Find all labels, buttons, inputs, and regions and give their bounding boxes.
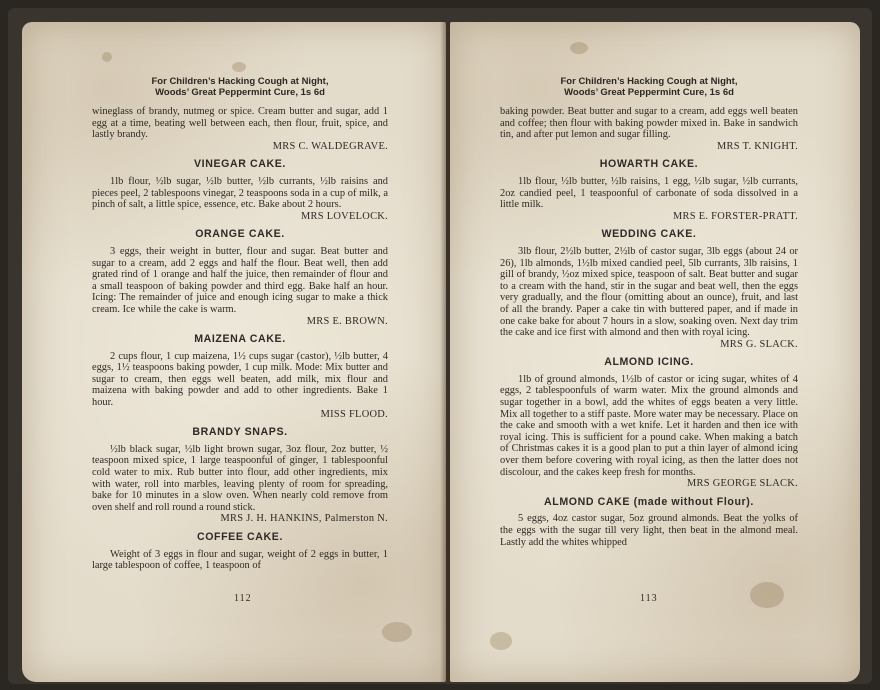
recipe-signature: MISS FLOOD. (320, 408, 388, 420)
left-header (92, 76, 388, 98)
right-content (500, 76, 798, 548)
recipe-title-wedding-cake: WEDDING CAKE. (601, 228, 697, 241)
recipe-signature: MRS E. FORSTER-PRATT. (672, 210, 798, 222)
recipe-text-brandy-snaps: ½lb black sugar, ½lb light brown sugar, 3oz flour, 2oz butter, ½ teaspoon mixed spice, 1 large teaspoonful of ginger, 1 tablespoonful cold water to mix. Rub butter into flour, add other ingredients, mix with water, roll into marbles, leaving plenty of room for spreading, bake for 10 minutes in a slow oven. When nearly cold remove from oven shelf and roll round a round stick. (92, 443, 388, 513)
right-header-line1: For Children’s Hacking Cough at Night, (560, 76, 738, 87)
recipe-text-howarth-cake: 1lb flour, ½lb butter, ½lb raisins, 1 egg, ½lb sugar, ½lb currants, 2oz candied peel, 1 teaspoonful of carbonate of soda dissolved in a little milk. (500, 175, 798, 211)
recipe-signature: MRS T. KNIGHT. (717, 140, 798, 152)
left-header-line1: For Children’s Hacking Cough at Night, (151, 76, 329, 87)
recipe-signature: MRS LOVELOCK. (300, 210, 388, 222)
recipe-text-orange-cake: 3 eggs, their weight in butter, flour and sugar. Beat butter and sugar to a cream, add 2 eggs and half the flour. Beat well, then add grated rind of 1 orange and half the juice, then remainder of flour and a small teaspoon of baking powder and third egg. Bake half an hour. Icing: The remainder of juice and enough icing sugar to make a thick cream. Ice while the cake is warm. (92, 245, 388, 315)
left-content (92, 76, 388, 572)
recipe-signature: MRS E. BROWN. (306, 315, 388, 327)
recipe-title-orange-cake: ORANGE CAKE. (195, 228, 285, 241)
right-body (500, 106, 798, 548)
recipe-text-almond-cake: 5 eggs, 4oz castor sugar, 5oz ground almonds. Beat the yolks of the eggs with the sugar till very light, then beat in the almond meal. Lastly add the whites whipped (500, 513, 798, 548)
recipe-signature: MRS GEORGE SLACK. (686, 478, 798, 490)
recipe-signature: MRS G. SLACK. (720, 338, 798, 350)
left-page (22, 22, 446, 682)
recipe-text-wedding-cake: 3lb flour, 2½lb butter, 2½lb of castor sugar, 3lb eggs (about 24 or 26), 1lb almonds, 1½lb mixed candied peel, 5lb currants, 3lb raisins, 1 gill of brandy, ½oz mixed spice, teaspoon of salt. Beat butter and sugar to a cream with the hand, stir in the sugar and beat well, then the eggs very gradually, and the flour (omitting about an ounce), fruit, and last of all the brandy. Paper a cake tin with buttered paper, and if made in one cake bake for about 7 hours in a slow, soaking oven. Next day trim the cake and ice first with almond and then with royal icing. (500, 245, 798, 339)
recipe-title-almond-icing: ALMOND ICING. (604, 356, 694, 369)
recipe-text-maizena-cake: 2 cups flour, 1 cup maizena, 1½ cups sugar (castor), ½lb butter, 4 eggs, 1½ teaspoons baking powder, 1 cup milk. Mode: Mix butter and sugar to cream, then eggs well beaten, add milk, mix flour and maizena with baking powder and add to other ingredients. Bake 1 hour. (92, 350, 388, 409)
recipe-signature: MRS J. H. HANKINS, Palmerston N. (220, 513, 388, 525)
recipe-text-vinegar-cake: 1lb flour, ½lb sugar, ½lb butter, ½lb currants, ½lb raisins and pieces peel, 2 tablespoons vinegar, 2 teaspoons soda in a cup of milk, a pinch of salt, a little spice, essence, etc. Bake about 2 hours. (92, 175, 388, 211)
left-body (92, 106, 388, 572)
recipe-title-maizena-cake: MAIZENA CAKE. (194, 333, 286, 346)
recipe-continuation-text: wineglass of brandy, nutmeg or spice. Cream butter and sugar, add 1 egg at a time, beating well between each, then flour, fruit, spice, and lastly brandy. (92, 106, 388, 141)
recipe-title-howarth-cake: HOWARTH CAKE. (599, 158, 699, 171)
recipe-title-brandy-snaps: BRANDY SNAPS. (192, 426, 288, 439)
left-header-line2: Woods’ Great Peppermint Cure, 1s 6d (155, 87, 325, 98)
recipe-text-coffee-cake: Weight of 3 eggs in flour and sugar, weight of 2 eggs in butter, 1 large tablespoon of coffee, 1 teaspoon of (92, 548, 388, 572)
right-header-line2: Woods’ Great Peppermint Cure, 1s 6d (564, 87, 734, 98)
page-number: 112 (234, 593, 252, 604)
right-header (500, 76, 798, 98)
recipe-title-almond-cake: ALMOND CAKE (made without Flour). (544, 495, 754, 508)
recipe-title-coffee-cake: COFFEE CAKE. (196, 531, 284, 543)
book (8, 8, 872, 684)
recipe-text-almond-icing: 1lb of ground almonds, 1½lb of castor or icing sugar, whites of 4 eggs, 2 tablespoonfuls of warm water. Mix the ground almonds and sugar together in a bowl, add the whites of eggs beaten a very little. Mix all together to a stiff paste. More water may be necessary. Place on the cake and smooth with a wet knife. Let it harden and then ice with royal icing. This is sufficient for a pound cake. When making a batch of Christmas cakes it is a good plan to put a thin layer of almond icing over them before covering with royal icing, as then the latter does not discolour, and the cakes keep fresh for months. (500, 373, 798, 478)
recipe-signature: MRS C. WALDEGRAVE. (272, 140, 388, 152)
page-number: 113 (640, 593, 658, 604)
recipe-title-vinegar-cake: VINEGAR CAKE. (194, 158, 286, 171)
right-page (450, 22, 860, 682)
recipe-continuation-text: baking powder. Beat butter and sugar to a cream, add eggs well beaten and coffee; then flour with baking powder mixed in. Bake in sandwich tin, and after put lemon and sugar filling. (500, 106, 798, 141)
